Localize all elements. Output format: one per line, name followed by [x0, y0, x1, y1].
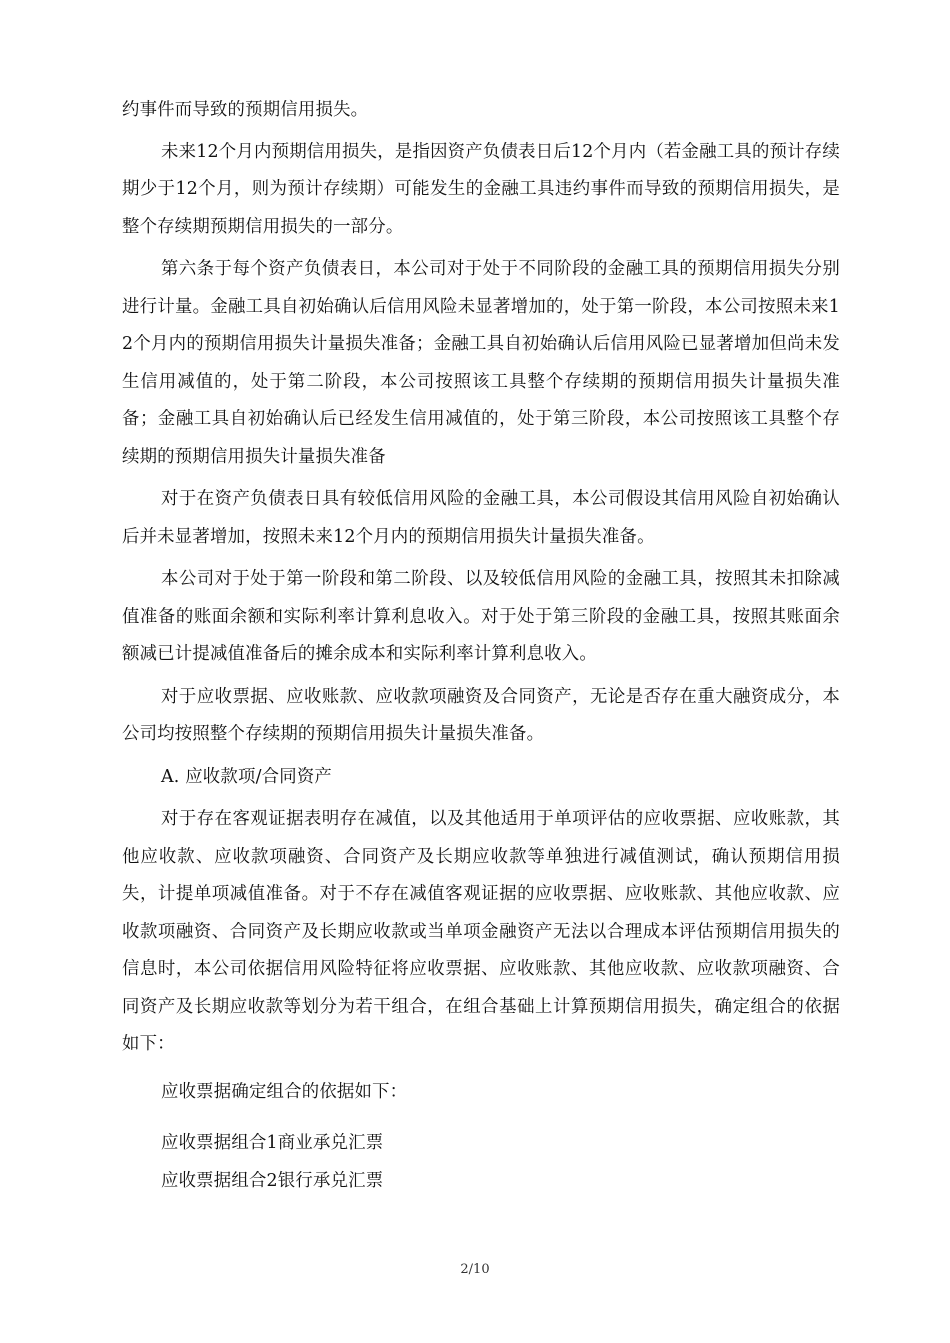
- paragraph-impairment-groups: 对于存在客观证据表明存在减值，以及其他适用于单项评估的应收票据、应收账款，其他应收款、应收款项融资、合同资产及长期应收款等单独进行减值测试，确认预期信用损失，计提单项减值准备。对于不存在减值客观证据的应收票据、应收账款、其他应收款、应收款项融资、合同资产及长期应收款或当单项金融资产无法以合理成本评估预期信用损失的信息时，本公司依据信用风险特征将应收票据、应收账款、其他应收款、应收款项融资、合同资产及长期应收款等划分为若干组合，在组合基础上计算预期信用损失，确定组合的依据如下：: [122, 809, 840, 1054]
- paragraph-12-month-ecl: 未来12个月内预期信用损失，是指因资产负债表日后12个月内（若金融工具的预计存续期少于12个月，则为预计存续期）可能发生的金融工具违约事件而导致的预期信用损失，是整个存续期预期信用损失的一部分。: [122, 141, 840, 237]
- paragraph-interest-income: 本公司对于处于第一阶段和第二阶段、以及较低信用风险的金融工具，按照其未扣除减值准备的账面余额和实际利率计算利息收入。对于处于第三阶段的金融工具，按照其账面余额减已计提减值准备后的摊余成本和实际利率计算利息收入。: [122, 569, 840, 664]
- list-item-commercial-acceptance: 应收票据组合1商业承兑汇票: [161, 1133, 384, 1153]
- paragraph-receivables-lifetime: 对于应收票据、应收账款、应收款项融资及合同资产，无论是否存在重大融资成分，本公司均按照整个存续期的预期信用损失计量损失准备。: [122, 686, 840, 744]
- page-number: 2/10: [460, 1262, 490, 1277]
- list-item-bank-acceptance: 应收票据组合2银行承兑汇票: [161, 1170, 384, 1191]
- paragraph-notes-basis: 应收票据确定组合的依据如下：: [161, 1081, 408, 1102]
- section-heading-a: A. 应收款项/合同资产: [161, 766, 332, 787]
- document-body: [122, 92, 840, 1200]
- paragraph-continuation: 约事件而导致的预期信用损失。: [122, 100, 369, 120]
- paragraph-article-6: 第六条于每个资产负债表日，本公司对于处于不同阶段的金融工具的预期信用损失分别进行计量。金融工具自初始确认后信用风险未显著增加的，处于第一阶段，本公司按照未来12个月内的预期信用损失计量损失准备；金融工具自初始确认后信用风险已显著增加但尚未发生信用减值的，处于第二阶段，本公司按照该工具整个存续期的预期信用损失计量损失准备；金融工具自初始确认后已经发生信用减值的，处于第三阶段，本公司按照该工具整个存续期的预期信用损失计量损失准备: [122, 259, 840, 467]
- paragraph-low-credit-risk: 对于在资产负债表日具有较低信用风险的金融工具，本公司假设其信用风险自初始确认后并未显著增加，按照未来12个月内的预期信用损失计量损失准备。: [122, 489, 840, 547]
